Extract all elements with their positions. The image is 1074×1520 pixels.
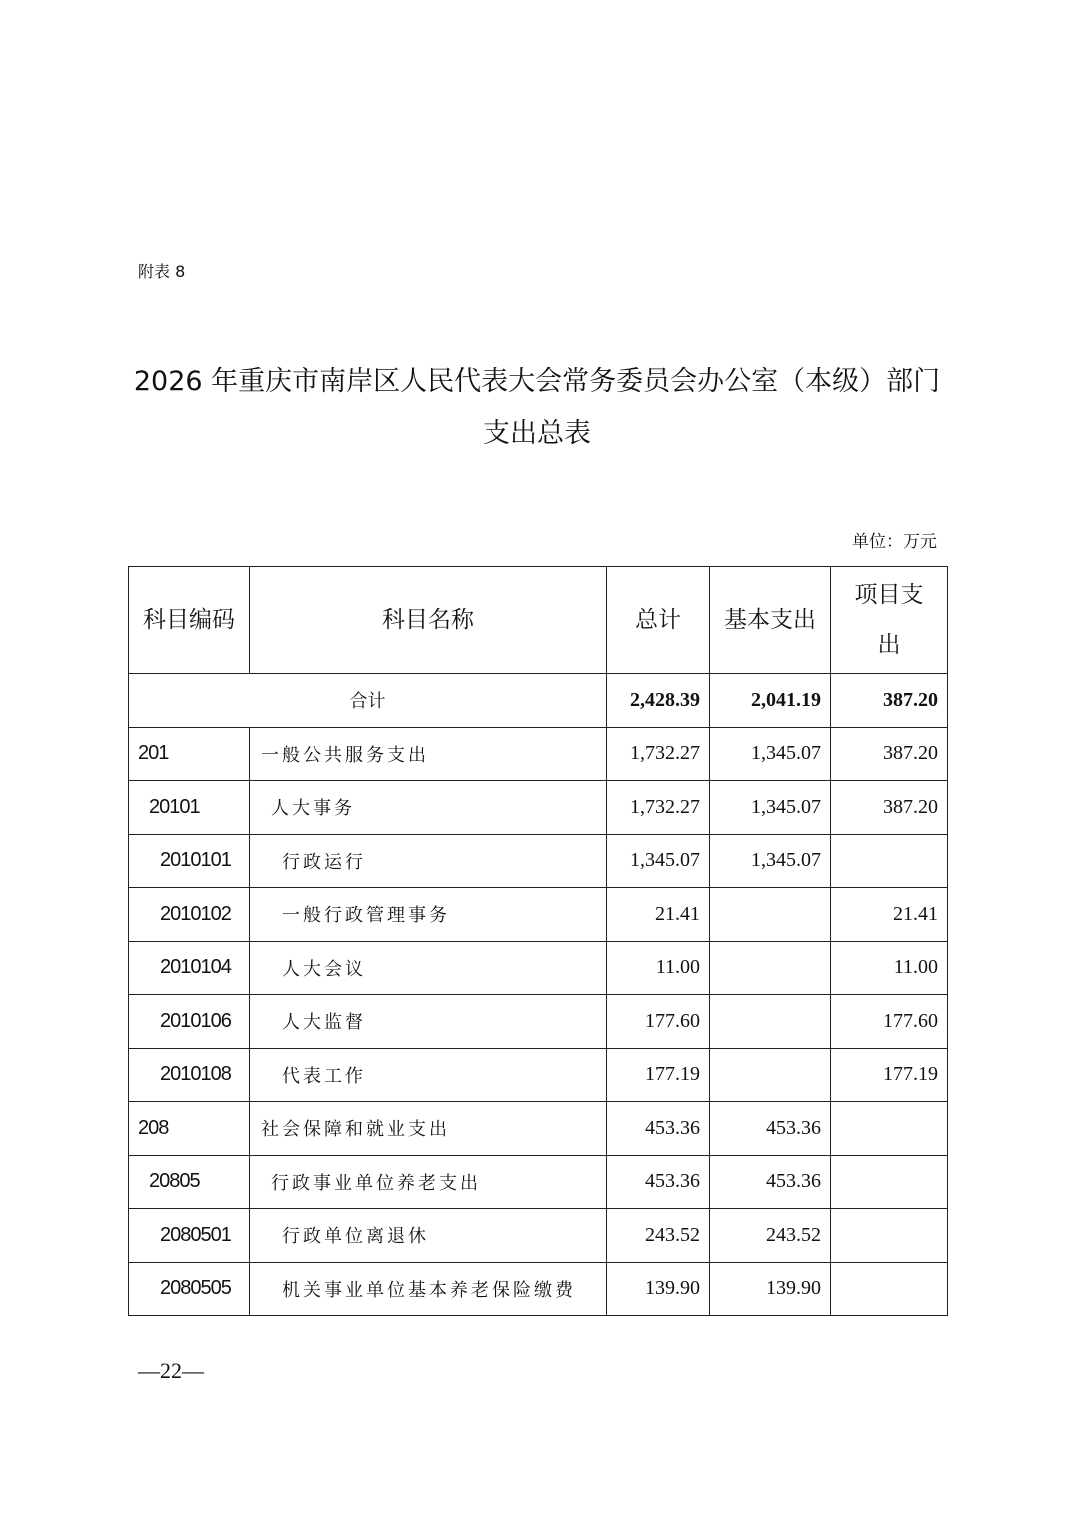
row-project: 387.20 bbox=[831, 727, 948, 781]
row-basic: 453.36 bbox=[710, 1155, 831, 1209]
header-code: 科目编码 bbox=[129, 567, 250, 674]
row-basic bbox=[710, 888, 831, 942]
document-title bbox=[120, 356, 954, 460]
row-project bbox=[831, 1102, 948, 1156]
row-project: 177.60 bbox=[831, 995, 948, 1049]
row-code: 2010104 bbox=[129, 941, 250, 995]
row-name: 行政事业单位养老支出 bbox=[250, 1155, 607, 1209]
unit-label: 单位：万元 bbox=[852, 532, 937, 552]
row-name: 人大事务 bbox=[250, 781, 607, 835]
total-project: 387.20 bbox=[831, 674, 948, 728]
table-row bbox=[129, 781, 948, 835]
row-code: 208 bbox=[129, 1102, 250, 1156]
row-total: 1,732.27 bbox=[607, 727, 710, 781]
header-project: 项目支出 bbox=[831, 567, 948, 674]
title-line-2: 支出总表 bbox=[483, 418, 591, 449]
row-name: 行政运行 bbox=[250, 834, 607, 888]
row-code: 20805 bbox=[129, 1155, 250, 1209]
table-row bbox=[129, 1262, 948, 1316]
row-basic bbox=[710, 995, 831, 1049]
row-name: 机关事业单位基本养老保险缴费 bbox=[250, 1262, 607, 1316]
row-code: 2010101 bbox=[129, 834, 250, 888]
row-total: 1,732.27 bbox=[607, 781, 710, 835]
page-number: —22— bbox=[138, 1358, 204, 1383]
row-basic: 243.52 bbox=[710, 1209, 831, 1263]
header-basic: 基本支出 bbox=[710, 567, 831, 674]
row-project: 387.20 bbox=[831, 781, 948, 835]
row-basic: 1,345.07 bbox=[710, 727, 831, 781]
row-total: 1,345.07 bbox=[607, 834, 710, 888]
row-project bbox=[831, 1155, 948, 1209]
row-total: 177.19 bbox=[607, 1048, 710, 1102]
total-basic: 2,041.19 bbox=[710, 674, 831, 728]
attachment-label: 附表 8 bbox=[138, 262, 186, 281]
table-row bbox=[129, 727, 948, 781]
row-total: 453.36 bbox=[607, 1102, 710, 1156]
total-total: 2,428.39 bbox=[607, 674, 710, 728]
row-project: 21.41 bbox=[831, 888, 948, 942]
table-row bbox=[129, 941, 948, 995]
row-code: 2010102 bbox=[129, 888, 250, 942]
row-project: 11.00 bbox=[831, 941, 948, 995]
total-label: 合计 bbox=[129, 674, 607, 728]
row-project bbox=[831, 1262, 948, 1316]
row-code: 20101 bbox=[129, 781, 250, 835]
row-basic: 1,345.07 bbox=[710, 834, 831, 888]
row-project: 177.19 bbox=[831, 1048, 948, 1102]
table-row bbox=[129, 1155, 948, 1209]
row-basic bbox=[710, 941, 831, 995]
row-total: 453.36 bbox=[607, 1155, 710, 1209]
row-name: 人大会议 bbox=[250, 941, 607, 995]
expenditure-table bbox=[128, 566, 948, 1316]
row-name: 一般行政管理事务 bbox=[250, 888, 607, 942]
title-line-1: 2026 年重庆市南岸区人民代表大会常务委员会办公室（本级）部门 bbox=[133, 366, 941, 397]
table-row bbox=[129, 888, 948, 942]
table-row bbox=[129, 834, 948, 888]
row-name: 一般公共服务支出 bbox=[250, 727, 607, 781]
row-total: 139.90 bbox=[607, 1262, 710, 1316]
row-project bbox=[831, 834, 948, 888]
total-row bbox=[129, 674, 948, 728]
row-code: 2080505 bbox=[129, 1262, 250, 1316]
row-basic: 139.90 bbox=[710, 1262, 831, 1316]
row-basic bbox=[710, 1048, 831, 1102]
row-code: 201 bbox=[129, 727, 250, 781]
row-name: 行政单位离退休 bbox=[250, 1209, 607, 1263]
header-name: 科目名称 bbox=[250, 567, 607, 674]
row-basic: 453.36 bbox=[710, 1102, 831, 1156]
row-code: 2010106 bbox=[129, 995, 250, 1049]
table-row bbox=[129, 1102, 948, 1156]
row-total: 11.00 bbox=[607, 941, 710, 995]
row-project bbox=[831, 1209, 948, 1263]
row-code: 2080501 bbox=[129, 1209, 250, 1263]
header-row bbox=[129, 567, 948, 674]
header-total: 总计 bbox=[607, 567, 710, 674]
row-total: 243.52 bbox=[607, 1209, 710, 1263]
table-row bbox=[129, 995, 948, 1049]
row-total: 177.60 bbox=[607, 995, 710, 1049]
row-name: 社会保障和就业支出 bbox=[250, 1102, 607, 1156]
row-name: 代表工作 bbox=[250, 1048, 607, 1102]
row-code: 2010108 bbox=[129, 1048, 250, 1102]
row-total: 21.41 bbox=[607, 888, 710, 942]
row-basic: 1,345.07 bbox=[710, 781, 831, 835]
table-row bbox=[129, 1048, 948, 1102]
table-row bbox=[129, 1209, 948, 1263]
row-name: 人大监督 bbox=[250, 995, 607, 1049]
